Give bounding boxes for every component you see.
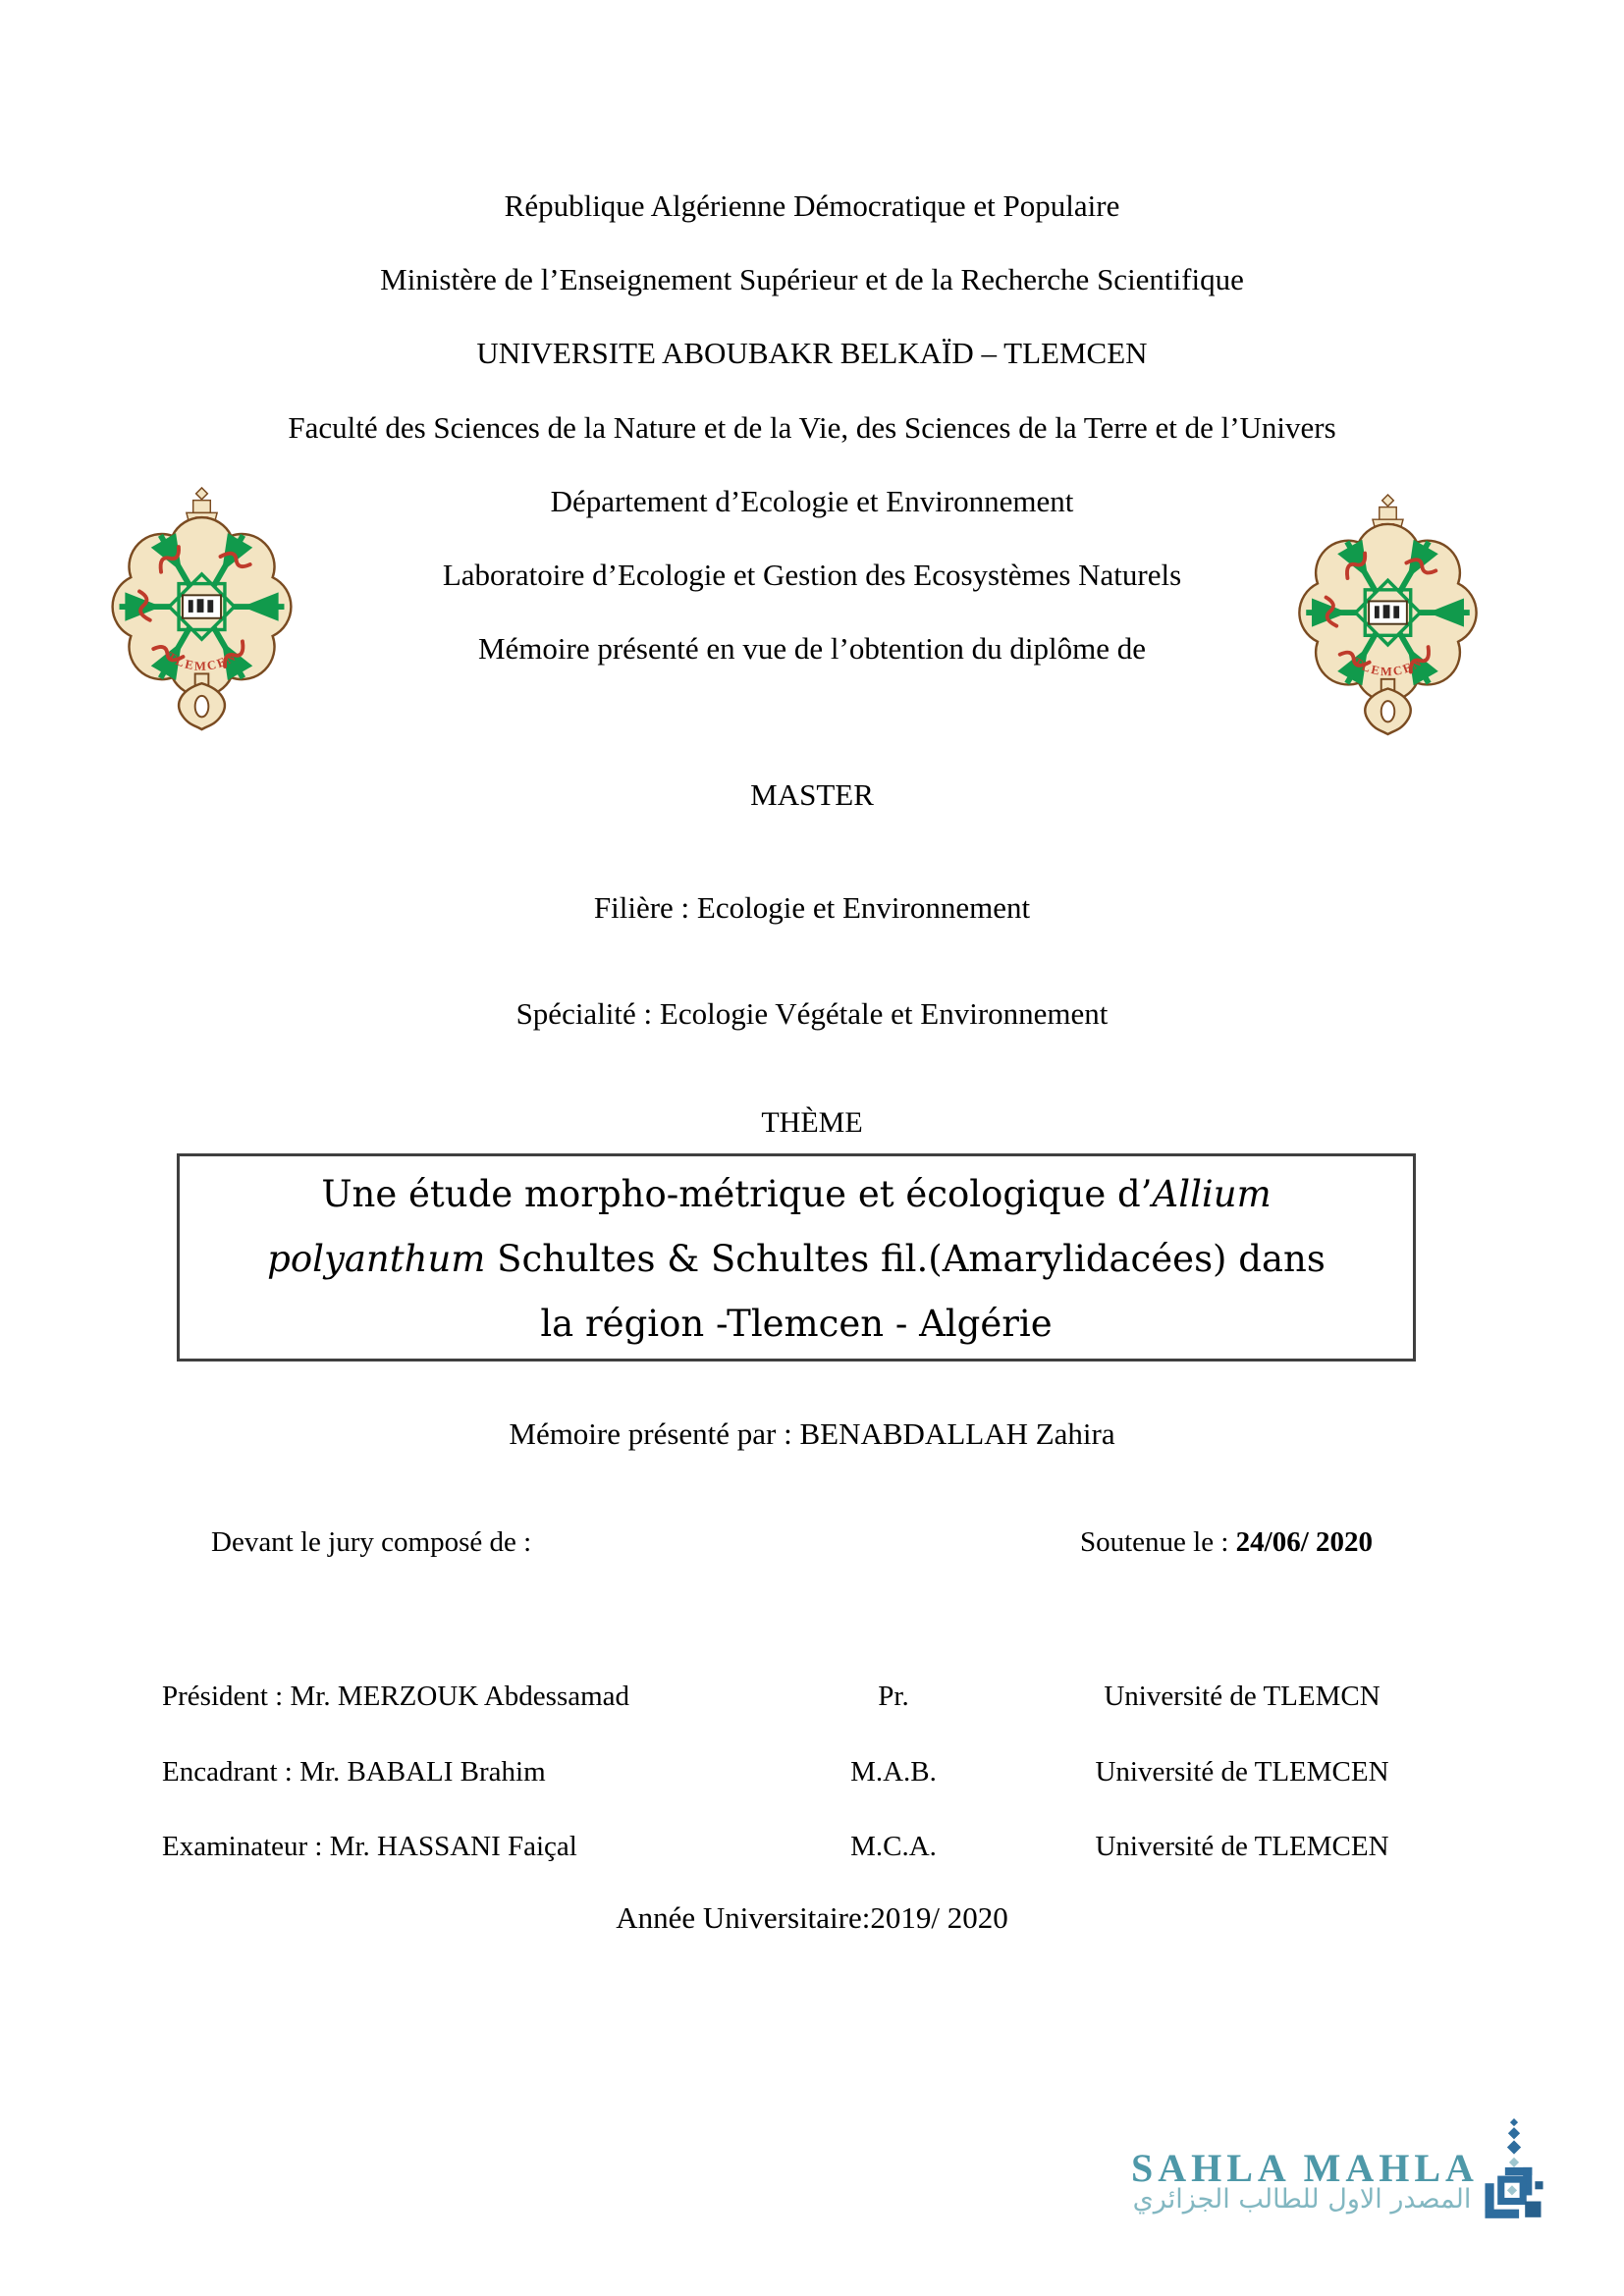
header-line-department: Département d’Ecologie et Environnement [550,484,1074,518]
jury-member-name: Président : Mr. MERZOUK Abdessamad [162,1681,630,1712]
thesis-title-line1: Une étude morpho-métrique et écologique d’Allium [321,1173,1272,1215]
jury-member-grade: Pr. [878,1681,909,1712]
jury-member-university: Université de TLEMCEN [1095,1831,1389,1862]
header-line-memoire: Mémoire présenté en vue de l’obtention du diplôme de [477,631,1147,666]
jury-member-name: Encadrant : Mr. BABALI Brahim [162,1756,546,1788]
header-line-republic: République Algérienne Démocratique et Populaire [504,188,1120,223]
theme-label: THÈME [761,1106,863,1139]
header-line-ministry: Ministère de l’Enseignement Supérieur et de la Recherche Scientifique [380,262,1244,296]
jury-member-university: Université de TLEMCEN [1095,1756,1389,1788]
university-crest-left [96,486,307,731]
thesis-title-line2: polyanthum Schultes & Schultes fil.(Amarylidacées) dans [267,1238,1326,1280]
jury-member-grade: M.A.B. [850,1756,937,1788]
jury-intro: Devant le jury composé de : [211,1526,532,1558]
thesis-title-line3: la région -Tlemcen - Algérie [540,1303,1053,1345]
jury-member-name: Examinateur : Mr. HASSANI Faiçal [162,1831,577,1862]
watermark-tagline-arabic: المصدر الاول للطالب الجزائري [1132,2184,1472,2215]
degree-title: MASTER [750,777,874,812]
defense-date: 24/06/ 2020 [1235,1526,1374,1558]
watermark-brand-text: SAHLA MAHLA [1131,2146,1479,2190]
kufic-calligraphy-icon [1479,2117,1549,2227]
sahla-mahla-watermark [1129,2115,1581,2243]
jury-member-university: Université de TLEMCN [1104,1681,1380,1712]
defense-date-line: Soutenue le : 24/06/ 2020 [1080,1526,1374,1558]
university-crest-right [1283,493,1492,736]
presented-by-line: Mémoire présenté par : BENABDALLAH Zahira [509,1416,1115,1451]
header-line-laboratory: Laboratoire d’Ecologie et Gestion des Ecosystèmes Naturels [442,558,1182,592]
jury-member-grade: M.C.A. [850,1831,937,1862]
thesis-title-box [177,1153,1416,1362]
academic-year-line: Année Universitaire:2019/ 2020 [616,1900,1008,1935]
header-line-faculty: Faculté des Sciences de la Nature et de la Vie, des Sciences de la Terre et de l’Univers [288,410,1336,445]
filiere-line: Filière : Ecologie et Environnement [593,890,1031,925]
specialite-line: Spécialité : Ecologie Végétale et Environnement [515,996,1109,1031]
header-line-university: UNIVERSITE ABOUBAKR BELKAÏD – TLEMCEN [476,336,1148,370]
